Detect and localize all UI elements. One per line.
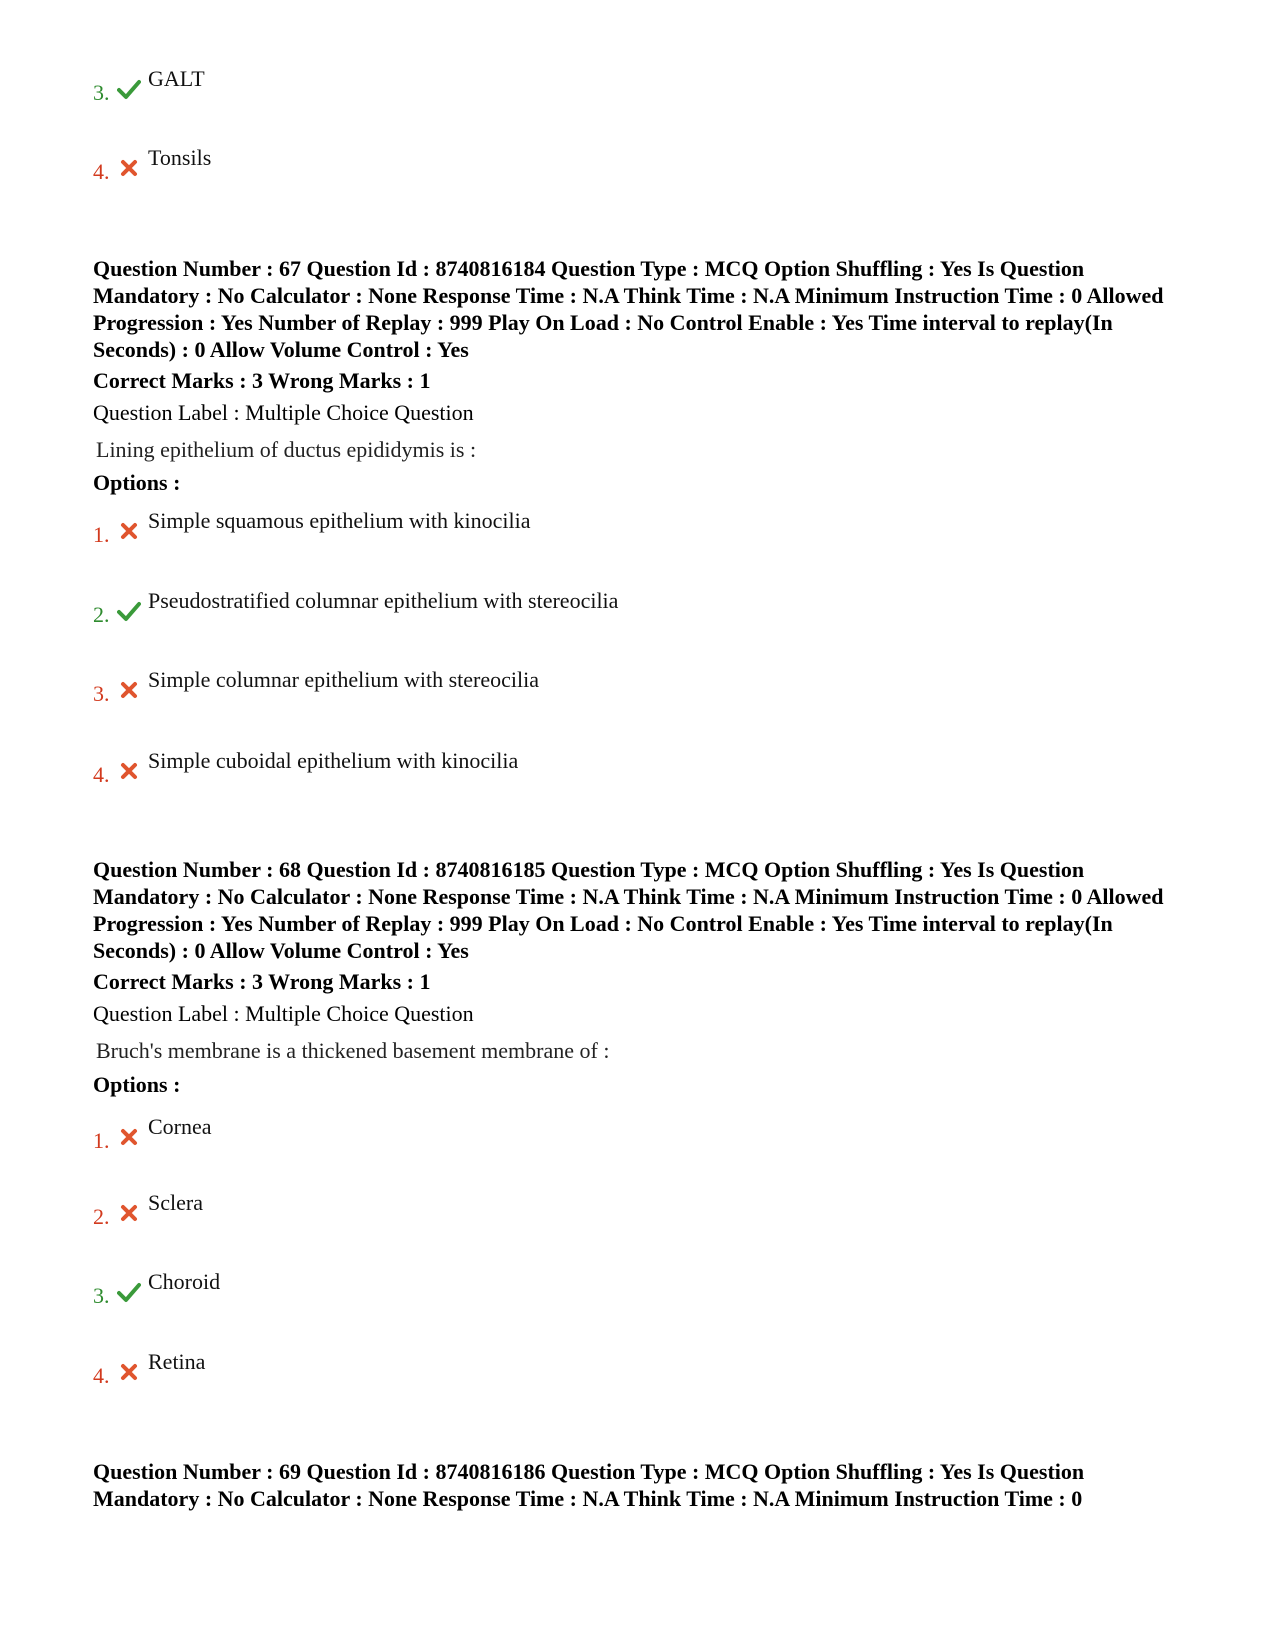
question-69 (93, 1458, 1183, 1512)
option-text: Choroid (148, 1269, 221, 1294)
option-text: Retina (148, 1349, 206, 1374)
check-icon (117, 78, 141, 100)
question-meta: Question Number : 69 Question Id : 8740816186 Question Type : MCQ Option Shuffling : Yes Is Question Mandatory : No Calculator : None Response Time : N.A Think Time : N.A Minimum Instruction Time : 0 (93, 1459, 1085, 1511)
question-label: Question Label : Multiple Choice Question (93, 1001, 474, 1026)
option-number: 1. (93, 522, 110, 547)
option-number: 3. (93, 681, 110, 706)
options-title: Options : (93, 470, 181, 495)
check-icon (117, 1281, 141, 1303)
option-text: Simple squamous epithelium with kinocilia (148, 508, 531, 533)
question-marks: Correct Marks : 3 Wrong Marks : 1 (93, 368, 431, 393)
question-marks: Correct Marks : 3 Wrong Marks : 1 (93, 969, 431, 994)
option-number: 2. (93, 602, 110, 627)
option-text: Cornea (148, 1114, 212, 1139)
cross-icon (117, 760, 141, 782)
check-icon (117, 600, 141, 622)
option-text: GALT (148, 66, 205, 91)
option-text: Sclera (148, 1190, 203, 1215)
option-number: 4. (93, 159, 110, 184)
option-number: 4. (93, 762, 110, 787)
option-number: 2. (93, 1204, 110, 1229)
question-text: Bruch's membrane is a thickened basement membrane of : (96, 1038, 610, 1063)
question-meta: Question Number : 67 Question Id : 8740816184 Question Type : MCQ Option Shuffling : Yes Is Question Mandatory : No Calculator : None Response Time : N.A Think Time : N.A Minimum Instruction Time : 0 Allowed Progression : Yes Number of Replay : 999 Play On Load : No Control Enable : Yes Time interval to replay(In Seconds) : 0 Allow Volume Control : Yes (93, 256, 1164, 362)
cross-icon (117, 1202, 141, 1224)
cross-icon (117, 157, 141, 179)
option-number: 3. (93, 1283, 110, 1308)
option-number: 3. (93, 80, 110, 105)
question-68 (93, 856, 1183, 1064)
option-number: 1. (93, 1128, 110, 1153)
question-67 (93, 255, 1183, 463)
question-label: Question Label : Multiple Choice Question (93, 400, 474, 425)
option-text: Pseudostratified columnar epithelium with stereocilia (148, 588, 619, 613)
options-title: Options : (93, 1072, 181, 1097)
option-number: 4. (93, 1363, 110, 1388)
cross-icon (117, 679, 141, 701)
option-text: Simple columnar epithelium with stereocilia (148, 667, 540, 692)
option-text: Tonsils (148, 145, 212, 170)
cross-icon (117, 1361, 141, 1383)
question-meta: Question Number : 68 Question Id : 8740816185 Question Type : MCQ Option Shuffling : Yes Is Question Mandatory : No Calculator : None Response Time : N.A Think Time : N.A Minimum Instruction Time : 0 Allowed Progression : Yes Number of Replay : 999 Play On Load : No Control Enable : Yes Time interval to replay(In Seconds) : 0 Allow Volume Control : Yes (93, 857, 1164, 963)
cross-icon (117, 1126, 141, 1148)
option-text: Simple cuboidal epithelium with kinocilia (148, 748, 519, 773)
question-text: Lining epithelium of ductus epididymis is : (96, 437, 477, 462)
cross-icon (117, 520, 141, 542)
